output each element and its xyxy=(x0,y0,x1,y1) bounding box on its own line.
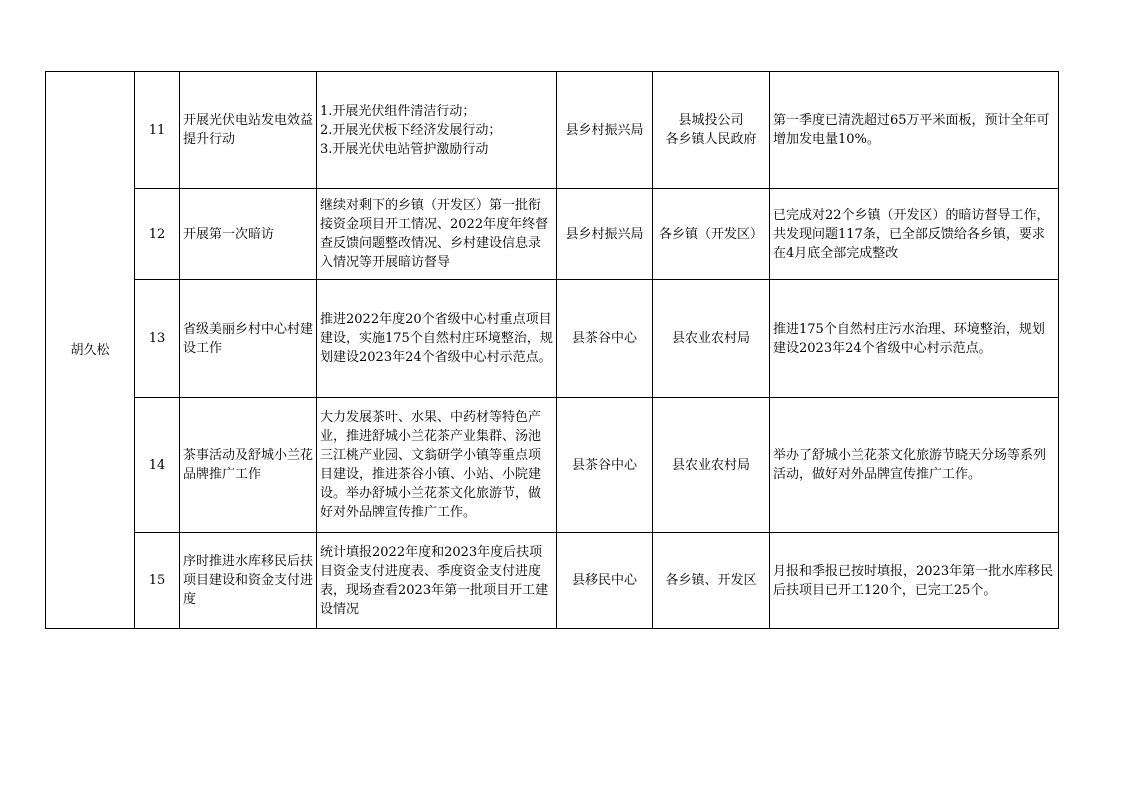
progress-cell: 月报和季报已按时填报，2023年第一批水库移民后扶项目已开工120个，已完工25个。 xyxy=(770,533,1059,629)
responsible-unit: 各乡镇人民政府 xyxy=(665,132,757,147)
responsible-unit: 县城投公司 xyxy=(678,113,744,128)
task-name: 序时推进水库移民后扶项目建设和资金支付进度 xyxy=(180,533,317,629)
row-number: 13 xyxy=(135,280,180,398)
measures-cell: 继续对剩下的乡镇（开发区）第一批衔接资金项目开工情况、2022年度年终督查反馈问题整改情况、乡村建设信息录入情况等开展暗访督导 xyxy=(317,189,557,280)
progress-cell: 第一季度已清洗超过65万平米面板，预计全年可增加发电量10%。 xyxy=(770,72,1059,189)
progress-cell: 已完成对22个乡镇（开发区）的暗访督导工作，共发现问题117条，已全部反馈给各乡镇，要求在4月底全部完成整改 xyxy=(770,189,1059,280)
table-row xyxy=(46,189,1059,280)
progress-cell: 推进175个自然村庄污水治理、环境整治，规划建设2023年24个省级中心村示范点。 xyxy=(770,280,1059,398)
lead-unit: 县移民中心 xyxy=(557,533,653,629)
progress-cell: 举办了舒城小兰花茶文化旅游节晓天分场等系列活动，做好对外品牌宣传推广工作。 xyxy=(770,398,1059,533)
lead-unit: 县乡村振兴局 xyxy=(557,189,653,280)
leader-cell: 胡久松 xyxy=(46,72,135,629)
task-name: 开展光伏电站发电效益提升行动 xyxy=(180,72,317,189)
table-row xyxy=(46,280,1059,398)
measures-cell: 统计填报2022年度和2023年度后扶项目资金支付进度表、季度资金支付进度表，现场查看2023年第一批项目开工建设情况 xyxy=(317,533,557,629)
responsible-unit: 各乡镇、开发区 xyxy=(653,533,770,629)
measure-line: 1.开展光伏组件清洁行动； xyxy=(320,103,476,119)
table-row xyxy=(46,398,1059,533)
task-name: 茶事活动及舒城小兰花品牌推广工作 xyxy=(180,398,317,533)
lead-unit: 县茶谷中心 xyxy=(557,398,653,533)
row-number: 11 xyxy=(135,72,180,189)
measures-cell: 推进2022年度20个省级中心村重点项目建设，实施175个自然村庄环境整治，规划建设2023年24个省级中心村示范点。 xyxy=(317,280,557,398)
responsible-unit: 各乡镇（开发区） xyxy=(653,189,770,280)
responsible-cell xyxy=(653,72,770,189)
row-number: 12 xyxy=(135,189,180,280)
table-row xyxy=(46,72,1059,189)
responsible-unit: 县农业农村局 xyxy=(653,398,770,533)
task-name: 省级美丽乡村中心村建设工作 xyxy=(180,280,317,398)
measure-line: 2.开展光伏板下经济发展行动； xyxy=(320,122,502,138)
row-number: 14 xyxy=(135,398,180,533)
measures-cell xyxy=(317,72,557,189)
table-row xyxy=(46,533,1059,629)
lead-unit: 县茶谷中心 xyxy=(557,280,653,398)
task-table xyxy=(45,71,1059,629)
measure-line: 3.开展光伏电站管护激励行动 xyxy=(320,141,489,157)
lead-unit: 县乡村振兴局 xyxy=(557,72,653,189)
row-number: 15 xyxy=(135,533,180,629)
measures-cell: 大力发展茶叶、水果、中药材等特色产业，推进舒城小兰花茶产业集群、汤池三江桃产业园、文翁研学小镇等重点项目建设，推进茶谷小镇、小站、小院建设。举办舒城小兰花茶文化旅游节，做好对外品牌宣传推广工作。 xyxy=(317,398,557,533)
responsible-unit: 县农业农村局 xyxy=(653,280,770,398)
task-name: 开展第一次暗访 xyxy=(180,189,317,280)
